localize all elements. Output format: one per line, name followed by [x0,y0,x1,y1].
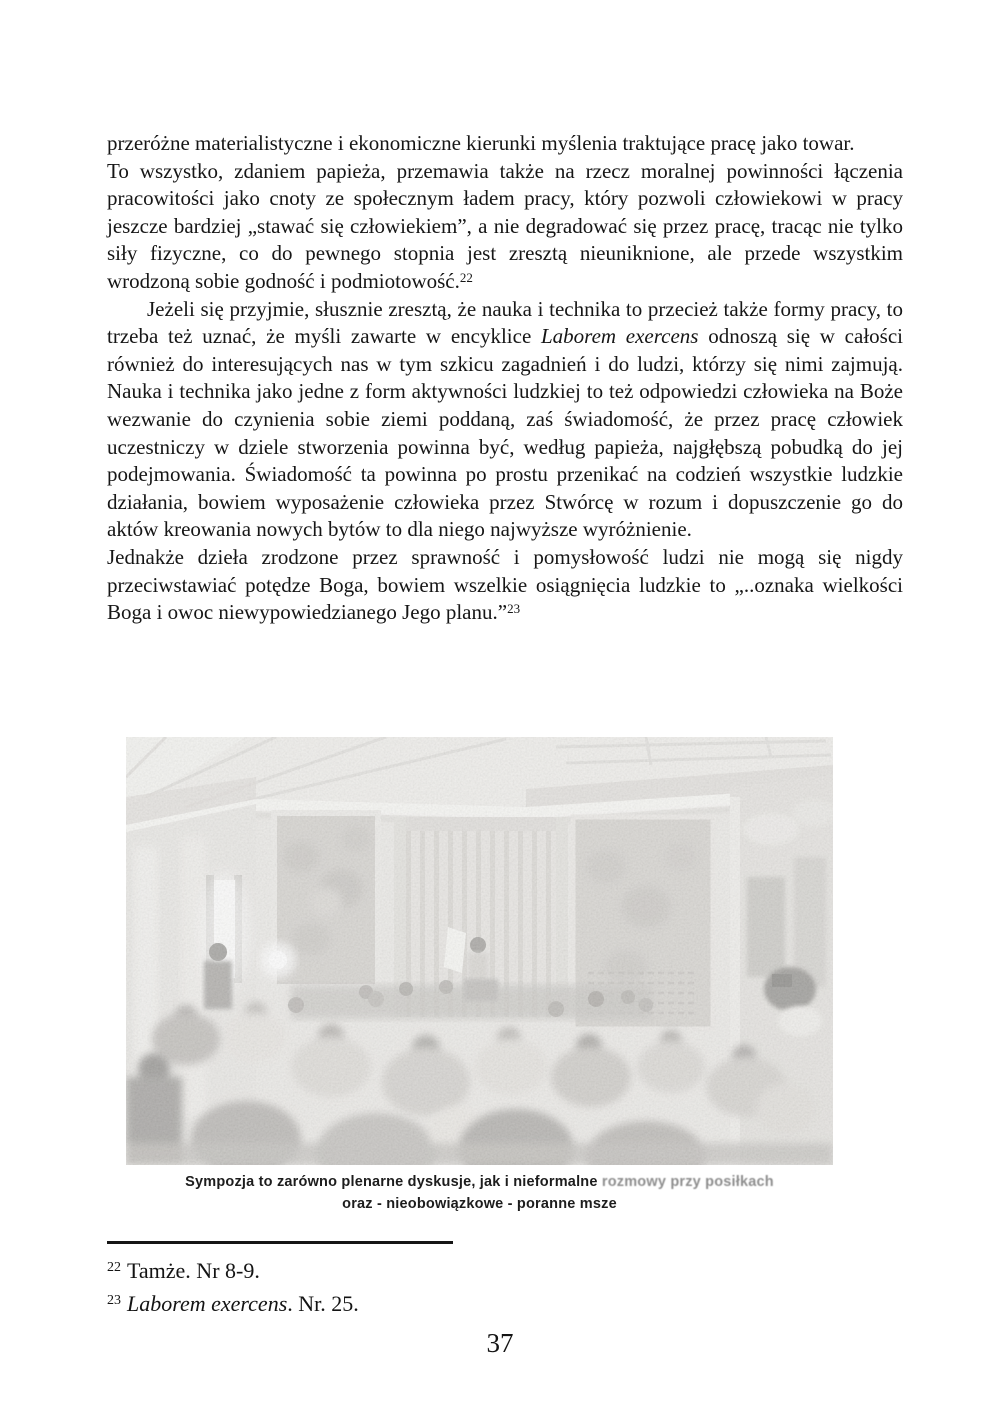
photo-caption-line-1 [126,1171,833,1193]
paragraph-1: przeróżne materialistyczne i ekonomiczne kierunki myślenia traktujące pracę jako towar. [107,131,855,155]
footnote-separator [107,1241,453,1244]
photo-caption-line-1-faded-text: rozmowy przy posiłkach [601,1174,774,1190]
paragraph-3 [107,296,903,544]
paragraph-3-text-post: odnoszą się w całości również do interesujących nas w tym szkicu zagadnień i do ludzi, którzy się nimi zajmują. Nauka i technika jako jedne z form aktywności ludzkiej to też odpowiedzi człowieka na Boże wezwanie do czynienia sobie ziemi poddaną, zaś świadomość, że przez pracę człowiek uczestniczy w dziele stworzenia powinna być, według papieża, najgłębszą pobudką do jej podejmowania. Świadomość ta powinna po prostu przenikać na codzień wszystkie ludzkie działania, bowiem wyposażenie człowieka przez Stwórcę w rozum i dopuszczenie go do aktów kreowania nowych bytów to dla niego najwyższe wyróżnienie. [107,324,903,542]
body-text [107,130,903,627]
encyclical-title: Laborem exercens [541,324,699,349]
footnotes [107,1254,807,1320]
paragraph-4 [107,544,903,627]
paragraph-4-text: Jednakże dzieła zrodzone przez sprawność i pomysłowość ludzi nie mogą się nigdy przeciwstawiać potędze Boga, bowiem wszelkie osiągnięcia ludzkie to „..oznaka wielkości Boga i owoc niewypowiedzianego Jego planu.” [107,544,903,625]
footnote-23-work-title: Laborem exercens [127,1291,288,1316]
paragraph-2 [107,158,903,296]
photo-figure [126,737,833,1215]
footnote-23 [107,1287,807,1320]
footnote-22-marker: 22 [107,1260,121,1275]
symposium-hall-illustration [126,737,833,1165]
paragraph-3-text-pre: Jeżeli się przyjmie, słusznie zresztą, że nauka i technika to przecież także formy pracy, to trzeba też uznać, że myśli zawarte w encyklice [107,296,903,349]
page-number: 37 [486,1328,514,1358]
symposium-hall-photo [126,737,833,1165]
photo-caption [126,1171,833,1215]
paragraph-2-text: To wszystko, zdaniem papieża, przemawia także na rzecz moralnej powinności łączenia pracowitości jako cnoty ze społecznym ładem pracy, który pozwoli człowiekowi w pracy jeszcze bardziej „stawać się człowiekiem”, a nie degradować się przez pracę, tracąc nie tylko siły fizyczne, co do pewnego stopnia jest zresztą nieuniknione, ale przede wszystkim wrodzoną sobie godność i podmiotowość. [107,158,903,293]
footnote-ref-23: 23 [507,601,521,617]
footnote-ref-22: 22 [459,269,473,285]
footnote-23-marker: 23 [107,1293,121,1308]
footnote-23-text: . Nr. 25. [287,1291,359,1316]
footnote-22 [107,1254,807,1287]
photo-caption-line-2: oraz - nieobowiązkowe - poranne msze [342,1196,617,1212]
footnote-22-text: Tamże. Nr 8-9. [127,1258,260,1283]
photo-caption-line-1-text: Sympozja to zarówno plenarne dyskusje, jak i nieformalne [185,1174,602,1190]
